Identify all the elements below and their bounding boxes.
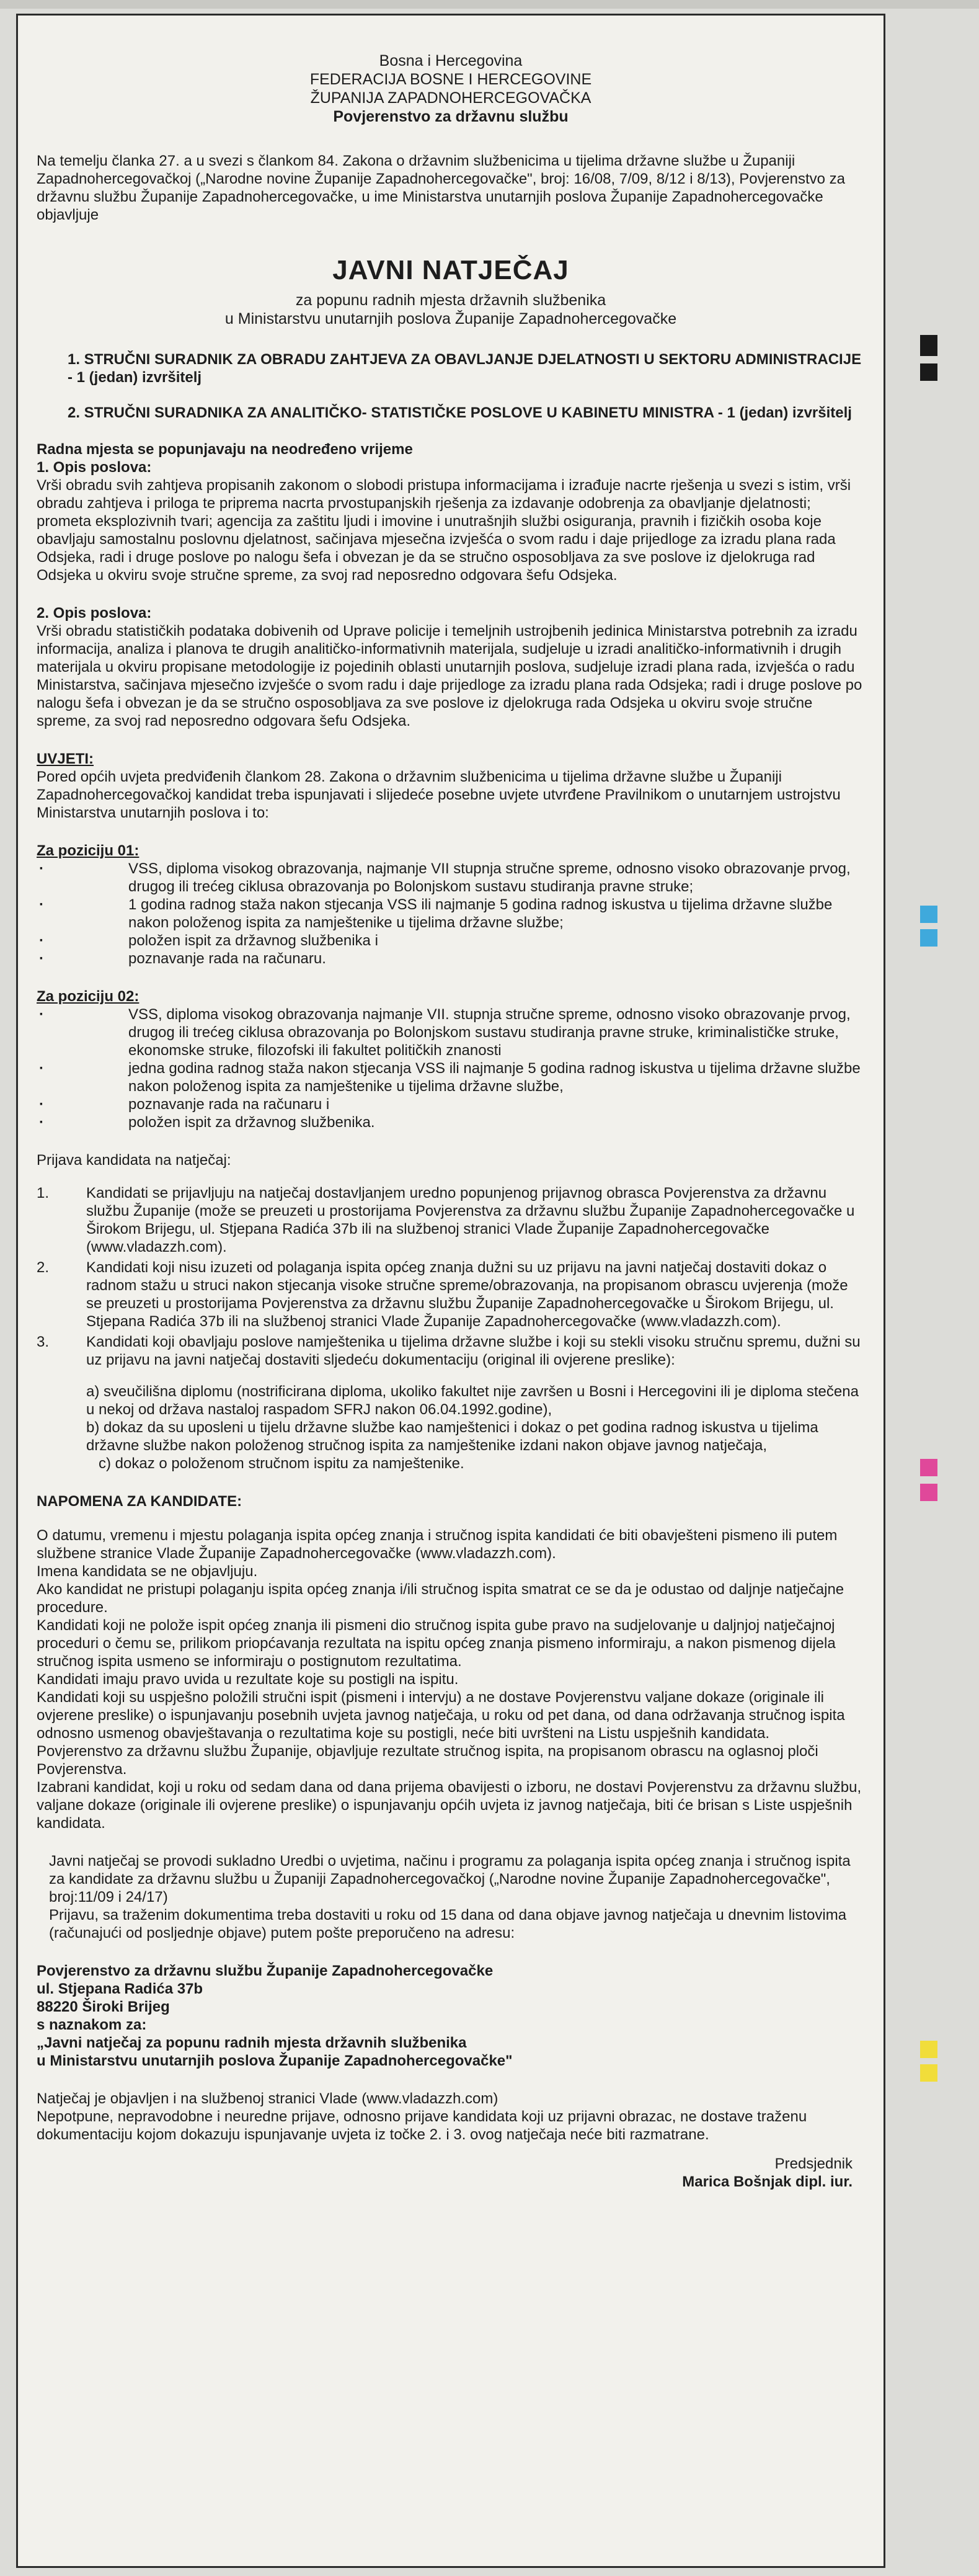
position-1-requirements-heading: Za poziciju 01:: [37, 842, 140, 859]
print-mark-cyan: [920, 906, 937, 923]
page-top-strip: [0, 0, 979, 9]
print-mark-cyan: [920, 929, 937, 947]
header-canton: ŽUPANIJA ZAPADNOHERCEGOVAČKA: [310, 89, 591, 107]
conditions-heading: UVJETI:: [37, 751, 94, 767]
note-paragraph: Kandidati koji ne polože ispit općeg znanja ili pismeni dio stručnog ispita gube pravo na sudjelovanje u daljnjoj natječajnoj proceduri o čemu se, prilikom priopćavanja rezultata na ispitu općeg znanja pismeno informiraju, a nakon pismenog dijela stručnog ispita usmeno se informiraju o postignutom rezultatima.: [37, 1617, 836, 1670]
duration-note: Radna mjesta se popunjavaju na neodređeno vrijeme: [37, 441, 413, 458]
address-marking-label: s naznakom za:: [37, 2017, 147, 2033]
print-mark-yellow: [920, 2041, 937, 2058]
signatory-name: Marica Bošnjak dipl. iur.: [682, 2173, 853, 2190]
address-street: ul. Stjepana Radića 37b: [37, 1981, 203, 1997]
list-item-number: 1.: [37, 1185, 50, 1201]
conditions-text: Pored općih uvjeta predviđenih člankom 28. Zakona o državnim službenicima u tijelima državne službe u Županiji Zapadnohercegovačkoj kandidat treba ispunjavati i slijedeće posebne uvjete utvrđene Pravilnikom o unutarnjem ustrojstvu Ministarstva unutarnjih poslova i to:: [37, 769, 841, 821]
publication-note: Natječaj je objavljen i na službenoj stranici Vlade (www.vladazzh.com): [37, 2090, 498, 2107]
signature-block: [37, 2155, 865, 2191]
list-item: [37, 1259, 865, 1330]
address-marking-line-1: „Javni natječaj za popunu radnih mjesta državnih službenika: [37, 2035, 467, 2051]
required-documents: [37, 1383, 865, 1473]
note-paragraph: O datumu, vremenu i mjestu polaganja ispita općeg znanja i stručnog ispita kandidati će biti obavješteni pismeno ili putem službene stranice Vlade Županije Zapadnohercegovačke (www.vladazzh.com).: [37, 1527, 838, 1562]
signatory-role: Predsjednik: [774, 2155, 853, 2172]
list-item: · položen ispit za državnog službenika i: [37, 932, 865, 950]
list-item: [37, 1184, 865, 1256]
address-city: 88220 Široki Brijeg: [37, 1999, 170, 2015]
application-steps: [37, 1184, 865, 1369]
position-1-title: 1. STRUČNI SURADNIK ZA OBRADU ZAHTJEVA ZA OBAVLJANJE DJELATNOSTI U SEKTORU ADMINISTRACIJE - 1 (jedan) izvršitelj: [68, 351, 862, 386]
position-1-requirements: [37, 860, 865, 968]
list-item-text: Kandidati koji nisu izuzeti od polaganja ispita općeg znanja dužni su uz prijavu na javni natječaj dostaviti dokaz o radnom stažu u struci nakon stjecanja visoke stručne spreme/obrazovanja, na propisanom obrascu uvjerenja (može se preuzeti u prostorijama Povjerenstva za državnu službu Županije Zapadnohercegovačke u Širokom Brijegu, ul. Stjepana Radića 37b ili na službenoj stranici Vlade Županije Zapadnohercegovačke (www.vladazzh.com).: [86, 1259, 848, 1330]
list-item: · poznavanje rada na računaru i: [37, 1095, 865, 1113]
list-item: · položen ispit za državnog službenika.: [37, 1113, 865, 1131]
note-paragraph: Ako kandidat ne pristupi polaganju ispita općeg znanja i/ili stručnog ispita smatrat ce se da je odustao od daljnje natječajne procedure.: [37, 1581, 844, 1616]
incomplete-applications-note: Nepotpune, nepravodobne i neuredne prijave, odnosno prijave kandidata koji uz prijavni obrazac, ne dostave traženu dokumentaciju kojom dokazuju ispunjavanje uvjeta iz točke 2. i 3. ovog natječaja neće biti razmatrane.: [37, 2108, 807, 2143]
submission-paragraph: Prijavu, sa traženim dokumentima treba dostaviti u roku od 15 dana od dana objave javnog natječaja u dnevnim listovima (računajući od posljednje objave) putem pošte preporučeno na adresu:: [49, 1907, 847, 1941]
position-2-requirements-heading: Za poziciju 02:: [37, 988, 140, 1005]
list-item: [37, 1333, 865, 1369]
note-paragraph: Povjerenstvo za državnu službu Županije, objavljuje rezultate stručnog ispita, na propisanom obrascu na oglasnoj ploči Povjerenstva.: [37, 1743, 818, 1778]
duties-1-text: Vrši obradu svih zahtjeva propisanih zakonom o slobodi pristupa informacijama i izrađuje nacrte rješenja u svezi s istim, vrši obradu zahtjeva i priloga te priprema nacrta prvostupanjskih rješenja za izdavanje odobrenja za obavljanje djelatnosti; prometa eksplozivnih tvari; agencija za zaštitu ljudi i imovine i unutrašnjih službi osiguranja, pravnih i fizičkih osoba koje obavljaju samostalnu poslovnu djelatnost, sačinjava mjesečna izvješća o svom radu i daje prijedloge za izradu plana rada Odsjeka, radi i druge poslove po nalogu šefa i obvezan je da se stručno osposobljava za sve poslove iz djelokruga rad Odsjeka u okviru svoje stručne spreme, za svoj rad neposredno odgovara šefu Odsjeka.: [37, 477, 851, 584]
subtitle-line-1: za popunu radnih mjesta državnih službenika: [295, 292, 606, 309]
duties-2-heading: 2. Opis poslova:: [37, 605, 152, 622]
print-mark-magenta: [920, 1484, 937, 1501]
document-title: JAVNI NATJEČAJ: [332, 255, 569, 285]
document-b: b) dokaz da su uposleni u tijelu državne službe kao namještenici i dokaz o pet godina radnog iskustva u tijelima državne službe nakon položenog stručnog ispita za namještenike izdani nakon objave javnog natječaja,: [86, 1419, 818, 1454]
print-mark-black: [920, 335, 937, 356]
print-mark-magenta: [920, 1459, 937, 1476]
print-mark-yellow: [920, 2064, 937, 2082]
header-country: Bosna i Hercegovina: [379, 52, 523, 69]
list-item-number: 3.: [37, 1334, 50, 1350]
note-paragraph: Imena kandidata se ne objavljuju.: [37, 1563, 258, 1580]
print-mark-black: [920, 363, 937, 381]
address-recipient: Povjerenstvo za državnu službu Županije Zapadnohercegovačke: [37, 1963, 494, 1979]
intro-paragraph: Na temelju članka 27. a u svezi s člankom 84. Zakona o državnim službenicima u tijelima državne službe u Županiji Zapadnohercegovačkoj („Narodne novine Županije Zapadnohercegovačke", broj: 16/08, 7/09, 8/12 i 8/13), Povjerenstvo za državnu službu Županije Zapadnohercegovačke, u ime Ministarstva unutarnjih poslova Županije Zapadnohercegovačke objavljuje: [37, 153, 846, 223]
list-item: · 1 godina radnog staža nakon stjecanja VSS ili najmanje 5 godina radnog iskustva u tijelima državne službe nakon položenog ispita za namještenike u tijelima državne službe;: [37, 896, 865, 932]
note-paragraph: Kandidati koji su uspješno položili stručni ispit (pismeni i intervju) a ne dostave Povjerenstvu valjane dokaze (originale ili ovjerene preslike) o ispunjavanju posebnih uvjeta javnog natječaja, u roku od pet dana, od dana održavanja stručnog ispita odnosno usmenog obavještavanja o rezultatima koje su postigli, neće biti uvršteni na Listu uspješnih kandidata.: [37, 1689, 845, 1742]
issuer-header: [37, 51, 865, 126]
document-subtitle: [37, 291, 865, 328]
document-a: a) sveučilišna diplomu (nostrificirana diploma, ukoliko fakultet nije završen u Bosni i Hercegovini ili je diploma stečena u nekoj od država nastaloj raspadom SFRJ nakon 06.04.1992.godine),: [86, 1383, 859, 1418]
duties-2-text: Vrši obradu statističkih podataka dobivenih od Uprave policije i temeljnih ustrojbenih jedinica Ministarstva potrebnih za izradu informacija, analiza i planova te drugih analitičko-informativnih materijala, sudjeluje u izradi analitičko-informativnih i drugih materijala u okviru propisane metodologije iz pojedinih oblasti unutarnjih poslova, sudjeluje izradi plana rada, izvješća o radu Ministarstva, sačinjava mjesečno izvješće o svom radu i daje prijedloge za izradu plana rada Odsjeka; radi i druge poslove po nalogu šefa i obvezan je da se stručno osposobljava za sve poslove iz djelokruga rada Odsjeka u okviru svoje stručne spreme, za svoj rad neposredno odgovara šefu Odsjeka.: [37, 623, 862, 729]
note-paragraph: Kandidati imaju pravo uvida u rezultate koje su postigli na ispitu.: [37, 1671, 459, 1688]
header-commission: Povjerenstvo za državnu službu: [333, 108, 569, 125]
list-item: · jedna godina radnog staža nakon stjecanja VSS ili najmanje 5 godina radnog iskustva u tijelima državne službe nakon položenog ispita za namještenike u tijelima državne službe,: [37, 1059, 865, 1095]
postal-address: [37, 1962, 865, 2070]
procedure-paragraph: Javni natječaj se provodi sukladno Uredbi o uvjetima, načinu i programu za polaganja ispita općeg znanja i stručnog ispita za kandidate za državnu službu u Županiji Zapadnohercegovačkoj („Narodne novine Županije Zapadnohercegovačke", broj:11/09 i 24/17): [49, 1853, 851, 1905]
document-c: c) dokaz o položenom stručnom ispitu za namještenike.: [99, 1455, 464, 1472]
job-advertisement: [16, 14, 885, 2568]
note-paragraph: Izabrani kandidat, koji u roku od sedam dana od dana prijema obavijesti o izboru, ne dostavi Povjerenstvu za državnu službu, valjane dokaze (originale ili ovjerene preslike) o ispunjavanju općih uvjeta iz javnog natječaja, biti će brisan s Liste uspješnih kandidata.: [37, 1779, 862, 1832]
header-federation: FEDERACIJA BOSNE I HERCEGOVINE: [309, 71, 592, 88]
address-marking-line-2: u Ministarstvu unutarnjih poslova Županije Zapadnohercegovačke": [37, 2052, 513, 2069]
subtitle-line-2: u Ministarstvu unutarnjih poslova Županije Zapadnohercegovačke: [224, 310, 677, 328]
list-item: · VSS, diploma visokog obrazovanja najmanje VII. stupnja stručne spreme, odnosno visoko obrazovanje prvog, drugog ili trećeg ciklusa obrazovanja po Bolonjskom sustavu studiranja pravne struke, kriminalističke struke, ekonomske struke, filozofski ili fakultet političkih znanosti: [37, 1005, 865, 1059]
list-item-text: Kandidati koji obavljaju poslove namještenika u tijelima državne službe i koji su stekli visoku stručnu spremu, dužni su uz prijavu na javni natječaj dostaviti sljedeću dokumentaciju (original ili ovjerene preslike):: [86, 1334, 861, 1368]
notes-heading: NAPOMENA ZA KANDIDATE:: [37, 1493, 242, 1510]
duties-1-heading: 1. Opis poslova:: [37, 459, 152, 476]
list-item: · poznavanje rada na računaru.: [37, 950, 865, 968]
notes-block: [37, 1526, 865, 1832]
list-item-text: Kandidati se prijavljuju na natječaj dostavljanjem uredno popunjenog prijavnog obrasca Povjerenstva za državnu službu Županije (može se preuzeti u prostorijama Povjerenstva za državnu službu Županije Zapadnohercegovačke u Širokom Brijegu, ul. Stjepana Radića 37b ili na službenoj stranici Vlade Županije Zapadnohercegovačke (www.vladazzh.com).: [86, 1185, 855, 1255]
list-item-number: 2.: [37, 1259, 50, 1276]
position-2-title: 2. STRUČNI SURADNIKA ZA ANALITIČKO- STATISTIČKE POSLOVE U KABINETU MINISTRA - 1 (jedan) izvršitelj: [68, 404, 852, 421]
application-heading: Prijava kandidata na natječaj:: [37, 1152, 231, 1169]
list-item: · VSS, diploma visokog obrazovanja, najmanje VII stupnja stručne spreme, odnosno visoko obrazovanje prvog, drugog ili trećeg ciklusa obrazovanja po Bolonjskom sustavu studiranja pravne struke;: [37, 860, 865, 896]
position-2-requirements: [37, 1005, 865, 1131]
